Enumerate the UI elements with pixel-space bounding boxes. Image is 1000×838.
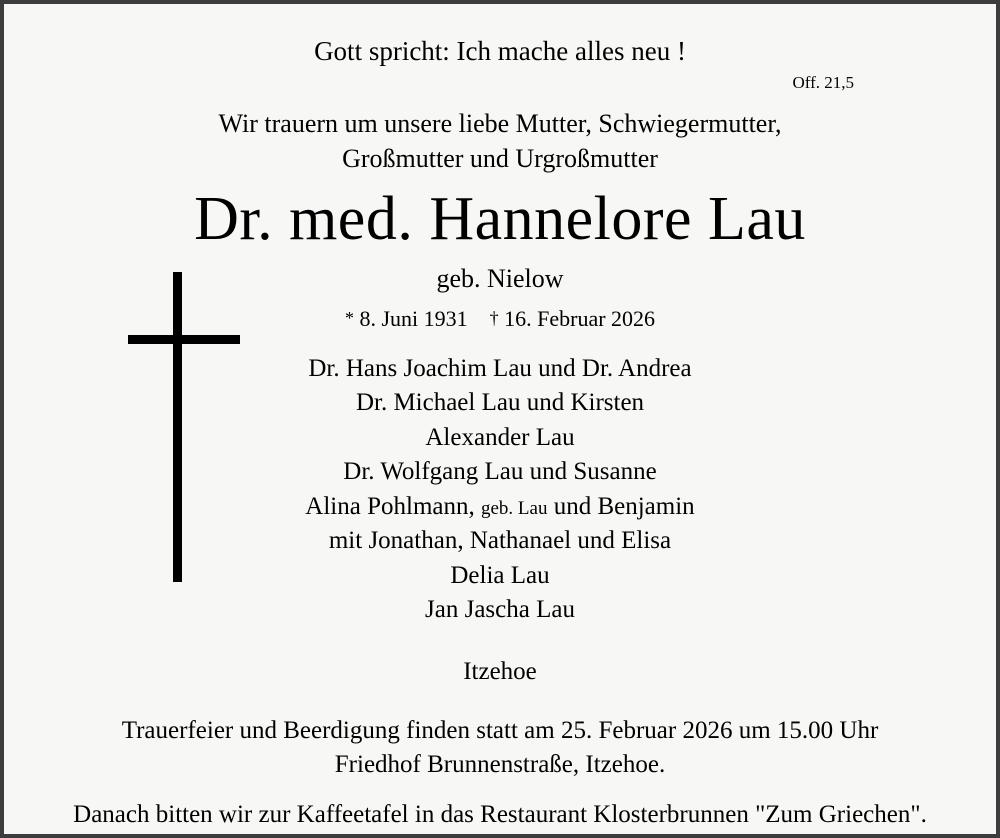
family-member-line: Jan Jascha Lau (425, 596, 575, 624)
cross-horizontal-bar (128, 335, 240, 344)
bible-verse-reference: Off. 21,5 (792, 72, 854, 92)
family-member-line: Dr. Michael Lau und Kirsten (355, 389, 645, 417)
funeral-details (60, 714, 940, 832)
family-member-line: mit Jonathan, Nathanael und Elisa (328, 527, 672, 555)
cross-icon (128, 272, 240, 582)
intro-line-1: Wir trauern um unsere liebe Mutter, Schwiegermutter, (218, 108, 782, 138)
birth-date: 8. Juni 1931 (359, 306, 468, 332)
funeral-line-2: Friedhof Brunnenstraße, Itzehoe. (334, 750, 666, 778)
family-member-maiden-name: geb. Lau (480, 497, 548, 519)
funeral-line-1: Trauerfeier und Beerdigung finden statt am 25. Februar 2026 um 15.00 Uhr (121, 716, 879, 744)
family-member-line: Delia Lau (450, 561, 550, 589)
family-member-name-part1: Alina Pohlmann, (305, 492, 481, 520)
family-member-name-part2: und Benjamin (547, 492, 695, 520)
reception-line: Danach bitten wir zur Kaffeetafel in das Restaurant Klosterbrunnen "Zum Griechen". (73, 800, 927, 828)
deceased-maiden-name: geb. Nielow (436, 264, 564, 294)
family-member-line: Dr. Hans Joachim Lau und Dr. Andrea (308, 354, 692, 382)
birth-symbol: * (344, 308, 354, 329)
cross-vertical-bar (173, 272, 182, 582)
bible-verse: Gott spricht: Ich mache alles neu ! (314, 36, 686, 66)
family-member-line: Dr. Wolfgang Lau und Susanne (343, 458, 657, 486)
spacer (60, 782, 940, 798)
deceased-name: Dr. med. Hannelore Lau (194, 185, 806, 254)
city: Itzehoe (463, 657, 537, 685)
family-member-line: Alexander Lau (425, 423, 575, 451)
death-symbol: † (489, 308, 499, 329)
death-date: 16. Februar 2026 (504, 306, 656, 332)
intro-line-2: Großmutter und Urgroßmutter (342, 143, 658, 173)
